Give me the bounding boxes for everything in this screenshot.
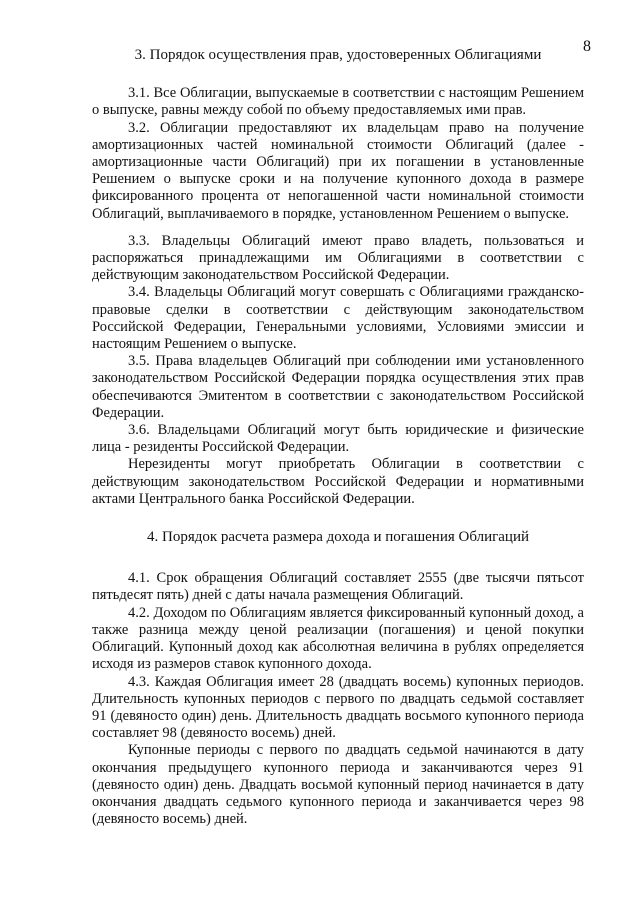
paragraph-3-3: 3.3. Владельцы Облигаций имеют право владеть, пользоваться и распоряжаться принадлежащими им Облигациями в соответствии с действующим законодательством Российской Федерации. <box>92 232 584 284</box>
paragraph-coupon-periods: Купонные периоды с первого по двадцать седьмой начинаются в дату окончания предыдущего купонного периода и заканчиваются через 91 (девяносто один) день. Двадцать восьмой купонный период начинается в дату окончания двадцать седьмого купонного периода и заканчивается через 98 (девяносто восемь) дней. <box>92 742 584 828</box>
paragraph-nonresidents: Нерезиденты могут приобретать Облигации в соответствии с действующим законодательством Российской Федерации и нормативными актами Центрального банка Российской Федерации. <box>92 456 584 507</box>
section-4-heading: 4. Порядок расчета размера дохода и погашения Облигаций <box>146 529 529 546</box>
paragraph-4-2: 4.2. Доходом по Облигациям является фиксированный купонный доход, а также разница между ценой реализации (погашения) и ценой покупки Облигаций. Купонный доход как абсолютная величина в рублях определяется исходя из размеров ставок купонного дохода. <box>92 604 584 673</box>
paragraph-4-3: 4.3. Каждая Облигация имеет 28 (двадцать восемь) купонных периодов. Длительность купонных периодов с первого по двадцать седьмой составляет 91 (девяносто один) день. Длительность двадцать восьмого купонного периода составляет 98 (девяносто восемь) дней. <box>92 673 584 742</box>
paragraph-3-4: 3.4. Владельцы Облигаций могут совершать с Облигациями гражданско-правовые сделки в соответствии с действующим законодательством Российской Федерации, Генеральными условиями, Условиями эмиссии и настоящим Решением о выпуске. <box>92 284 584 353</box>
page-number: 8 <box>583 38 591 55</box>
section-3-heading: 3. Порядок осуществления прав, удостоверенных Облигациями <box>134 47 542 63</box>
paragraph-3-5: 3.5. Права владельцев Облигаций при соблюдении ими установленного законодательством Российской Федерации порядка осуществления этих прав обеспечиваются Эмитентом в соответствии с законодательством Российской Федерации. <box>92 353 584 421</box>
page-content <box>92 47 584 828</box>
paragraph-4-1: 4.1. Срок обращения Облигаций составляет 2555 (две тысячи пятьсот пятьдесят пять) дней с даты начала размещения Облигаций. <box>92 570 584 604</box>
paragraph-3-1: 3.1. Все Облигации, выпускаемые в соответствии с настоящим Решением о выпуске, равны между собой по объему предоставляемых ими прав. <box>92 85 584 119</box>
paragraph-3-6: 3.6. Владельцами Облигаций могут быть юридические и физические лица - резиденты Российской Федерации. <box>92 422 584 456</box>
paragraph-3-2: 3.2. Облигации предоставляют их владельцам право на получение амортизационных частей номинальной стоимости Облигаций (далее - амортизационные части Облигаций) при их погашении в установленные Решением о выпуске сроки и на получение купонного дохода в размере фиксированного процента от непогашенной части номинальной стоимости Облигаций, выплачиваемого в порядке, установленном Решением о выпуске. <box>92 119 584 222</box>
